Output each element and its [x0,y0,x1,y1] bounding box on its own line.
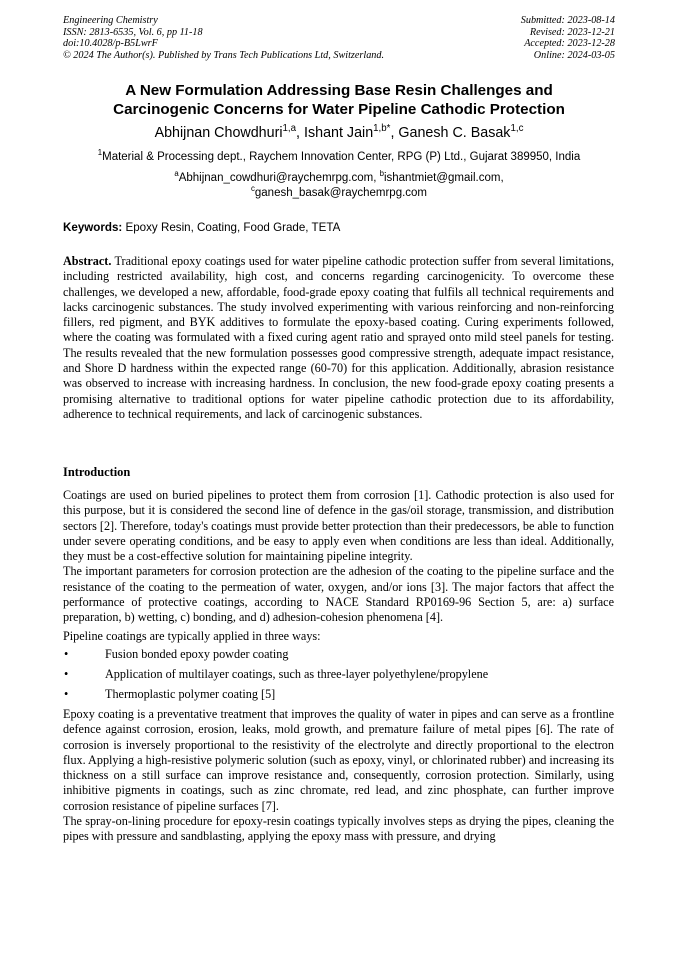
abstract [63,254,614,422]
author-emails [40,171,638,200]
keywords-text: Epoxy Resin, Coating, Food Grade, TETA [122,221,341,234]
keywords [63,221,340,235]
article-dates [521,15,615,61]
journal-doi: doi:10.4028/p-B5LwrF [63,38,158,50]
date-accepted: Accepted: 2023-12-28 [524,38,615,50]
author-separator: , [390,125,399,141]
date-submitted: Submitted: 2023-08-14 [520,15,615,26]
email-mark: a [174,169,179,179]
affiliation-mark: 1 [97,148,103,158]
author-name: Abhijnan Chowdhuri [154,125,283,141]
abstract-label: Abstract. [63,254,112,268]
journal-copyright: © 2024 The Author(s). Published by Trans Tech Publications Ltd, Switzerland. [63,49,385,61]
author-name: Ganesh C. Basak [398,125,511,141]
paragraph: Coatings are used on buried pipelines to protect them from corrosion [1]. Cathodic protection is also used for this purpose, but it is considered the second line of defence in the gas/oil storage, transmission, and distribution sectors [2]. Therefore, today's coatings must provide better protection than their predecessors, be able to function under severe operating conditions, and be easy to apply even when conditions are less than ideal. Additionally, they must be a cost-effective solution for maintaining pipeline integrity. [63,488,614,564]
bullet-list [63,647,614,702]
bullet-glyph: • [64,686,69,701]
paper-title [40,81,638,119]
list-item [63,687,614,702]
author-affil-mark: 1,a [282,123,297,135]
affiliation-text: Material & Processing dept., Raychem Innovation Center, RPG (P) Ltd., Gujarat 389950, India [102,151,581,163]
author-affil-mark: 1,c [510,123,524,135]
list-item-text: Application of multilayer coatings, such as three-layer polyethylene/propylene [105,666,489,681]
abstract-text: Traditional epoxy coatings used for water pipeline cathodic protection suffer from several limitations, including restricted availability, high cost, and concerns regarding carcinogenicity. To overcome these challenges, we developed a new, affordable, food-grade epoxy coating that fulfils all technical requirements and lacks carcinogenic substances. The study involved experimenting with various reinforcing and non-reinforcing fillers, red pigment, and BYK additives to formulate the epoxy-based coating. Curing experiments followed, where the coating was formulated with a fixed curing agent ratio and sprayed onto mild steel panels for testing. The results revealed that the new formulation possesses good compressive strength, adequate impact resistance, and Shore D hardness within the expected range (60-70) for this application. Additionally, abrasion resistance was observed to increase with increasing hardness. In conclusion, the new food-grade epoxy coating presents a promising alternative to traditional options for water pipeline cathodic protection due to its affordability, adherence to technical requirements, and lack of carcinogenic substances. [63,254,614,421]
list-item [63,647,614,662]
journal-info [63,15,384,61]
journal-issn: ISSN: 2813-6535, Vol. 6, pp 11-18 [63,26,203,38]
email-link[interactable]: Abhijnan_cowdhuri@raychemrpg.com, [178,172,380,184]
list-item [63,667,614,682]
date-online: Online: 2024-03-05 [533,49,615,61]
date-revised: Revised: 2023-12-21 [529,26,615,38]
email-link[interactable]: ishantmiet@gmail.com, [383,172,504,184]
paragraph: Epoxy coating is a preventative treatment that improves the quality of water in pipes and can serve as a frontline defence against corrosion, erosion, leaks, mold growth, and premature failure of metal pipes [6]. The rate of corrosion is inversely proportional to the resistivity of the electrolyte and directly proportional to the electron flux. Applying a high-resistive polymeric solution (such as epoxy, vinyl, or chlorinated rubber) and increasing its thickness on a still surface can improve resistance and, consequently, corrosion protection. Similarly, using inhibitive pigments in coatings, such as zinc chromate, red lead, and zinc phosphate, can further improve corrosion resistance of pipeline surfaces [7]. [63,706,614,813]
author-list [40,124,638,142]
author-name: Ishant Jain [304,125,374,141]
paragraph: The spray-on-lining procedure for epoxy-resin coatings typically involves steps as drying the pipes, cleaning the pipes with pressure and sandblasting, applying the epoxy mass with pressure, and drying [63,814,614,844]
email-mark: b [379,169,384,179]
paragraph: The important parameters for corrosion protection are the adhesion of the coating to the pipeline surface and the resistance of the coating to the permeation of water, oxygen, and/or ions [3]. The major factors that affect the performance of protective coatings, according to NACE Standard RP0169-96 Section 5, are: a) surface preparation, b) wetting, c) bonding, and d) adhesion-cohesion phenomena [4]. [63,564,614,625]
author-affil-mark: 1,b* [373,123,391,135]
title-line-2: Carcinogenic Concerns for Water Pipeline Cathodic Protection [113,101,565,118]
introduction-body [63,488,614,845]
email-mark: c [250,183,255,193]
title-line-1: A New Formulation Addressing Base Resin Challenges and [125,82,553,99]
bullet-glyph: • [64,666,69,681]
bullet-glyph: • [64,646,69,661]
email-link[interactable]: ganesh_basak@raychemrpg.com [254,186,428,199]
list-item-text: Thermoplastic polymer coating [5] [105,686,276,701]
journal-name: Engineering Chemistry [63,15,158,26]
paragraph: Pipeline coatings are typically applied in three ways: [63,628,321,643]
keywords-label: Keywords: [63,221,123,234]
list-item-text: Fusion bonded epoxy powder coating [105,646,289,661]
author-separator: , [296,125,304,141]
affiliation [40,150,638,164]
section-heading-introduction: Introduction [63,465,131,479]
